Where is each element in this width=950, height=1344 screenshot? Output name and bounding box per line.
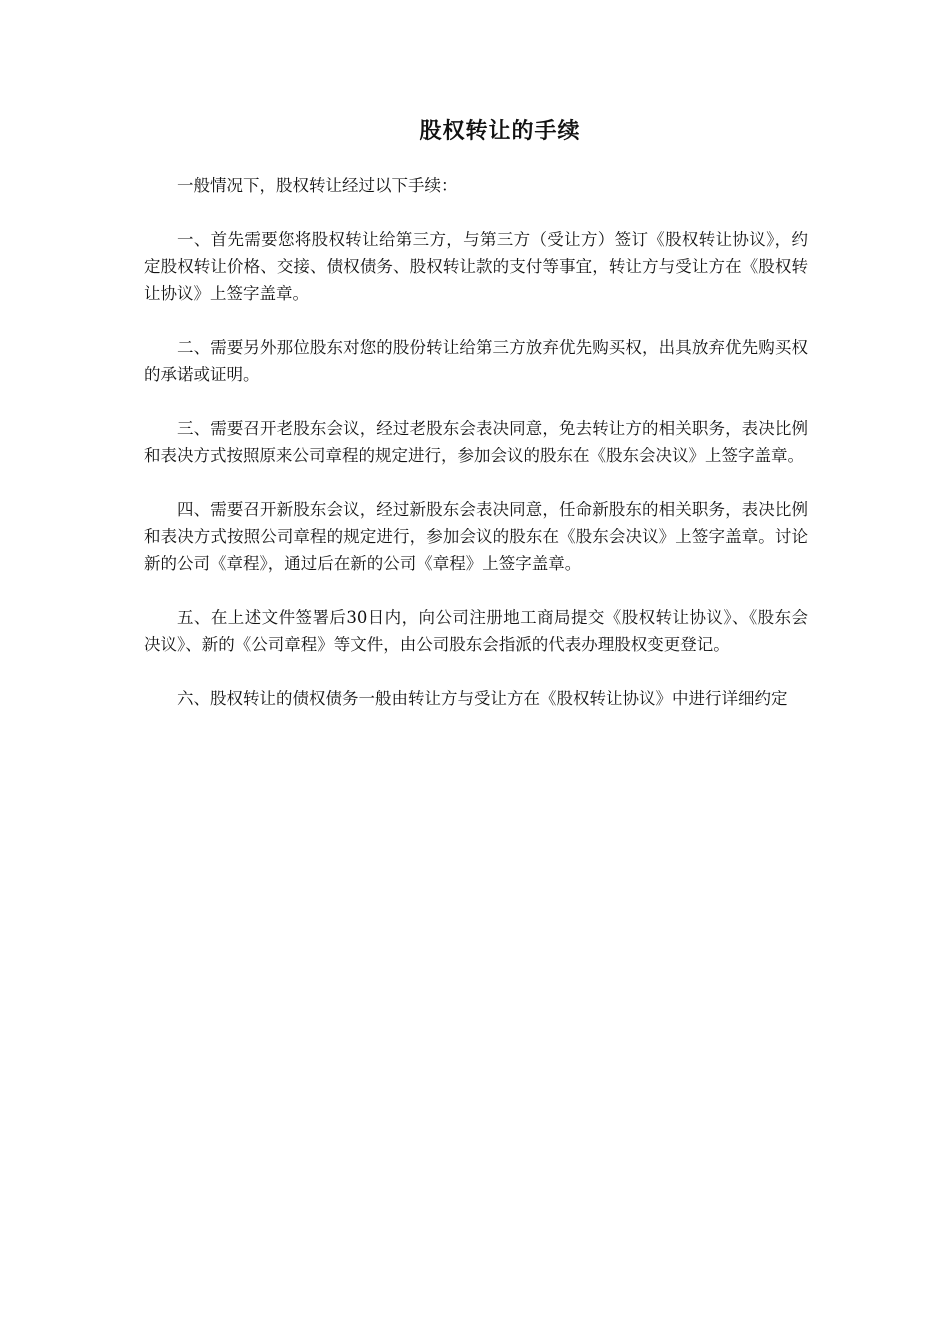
step-paragraph-4: 四、需要召开新股东会议，经过新股东会表决同意，任命新股东的相关职务，表决比例和表决方式按照公司章程的规定进行，参加会议的股东在《股东会决议》上签字盖章。讨论新的公司《章程》，通过后在新的公司《章程》上签字盖章。 [144, 500, 808, 573]
step-paragraph-6: 六、股权转让的债权债务一般由转让方与受让方在《股权转让协议》中进行详细约定 [177, 689, 788, 708]
step-paragraph-3: 三、需要召开老股东会议，经过老股东会表决同意，免去转让方的相关职务，表决比例和表决方式按照原来公司章程的规定进行，参加会议的股东在《股东会决议》上签字盖章。 [144, 419, 808, 465]
step-paragraph-5: 五、在上述文件签署后30日内，向公司注册地工商局提交《股权转让协议》、《股东会决议》、新的《公司章程》等文件，由公司股东会指派的代表办理股权变更登记。 [144, 608, 808, 654]
document-title: 股权转让的手续 [419, 118, 581, 144]
step-paragraph-1: 一、首先需要您将股权转让给第三方，与第三方（受让方）签订《股权转让协议》，约定股权转让价格、交接、债权债务、股权转让款的支付等事宜，转让方与受让方在《股权转让协议》上签字盖章。 [144, 230, 808, 303]
step-paragraph-2: 二、需要另外那位股东对您的股份转让给第三方放弃优先购买权，出具放弃优先购买权的承诺或证明。 [144, 338, 808, 384]
document-body [144, 172, 808, 739]
intro-paragraph: 一般情况下，股权转让经过以下手续： [177, 176, 458, 195]
